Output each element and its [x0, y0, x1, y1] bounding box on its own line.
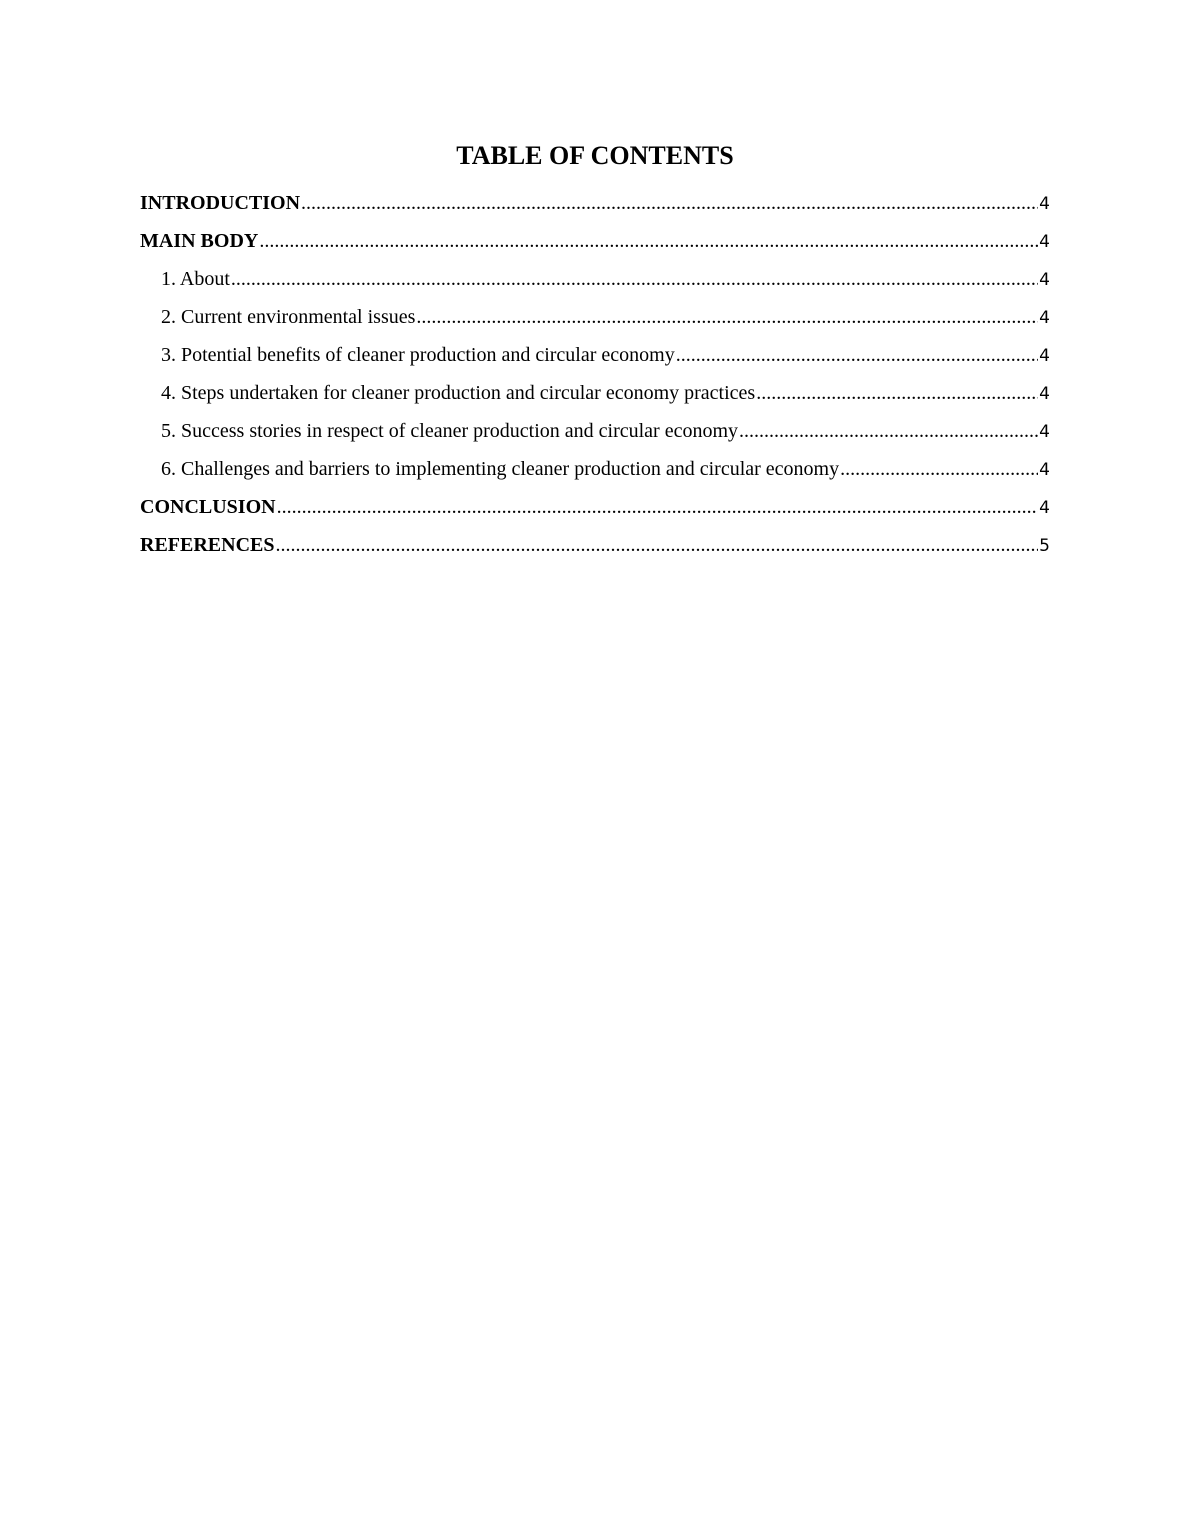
toc-page-number: 4	[1039, 498, 1050, 518]
toc-entry-label: 1. About	[161, 268, 230, 290]
toc-entry-success-stories[interactable]	[140, 413, 1050, 451]
toc-entry-challenges-and-barriers[interactable]	[140, 451, 1050, 489]
toc-entry-about[interactable]	[140, 261, 1050, 299]
toc-entry-label: 5. Success stories in respect of cleaner production and circular economy	[161, 420, 739, 442]
toc-dot-leader	[301, 185, 1038, 221]
toc-page-number: 4	[1039, 194, 1050, 214]
toc-entry-label: 3. Potential benefits of cleaner production and circular economy	[161, 344, 675, 366]
toc-entry-label: REFERENCES	[140, 534, 275, 556]
toc-page-number: 4	[1039, 346, 1050, 366]
toc-page-number: 4	[1039, 232, 1050, 252]
toc-dot-leader	[277, 489, 1039, 525]
toc-page-number: 4	[1039, 384, 1050, 404]
toc-dot-leader	[275, 527, 1038, 563]
toc-dot-leader	[676, 337, 1038, 373]
toc-page-number: 4	[1039, 422, 1050, 442]
toc-dot-leader	[259, 223, 1038, 259]
toc-page-number: 5	[1039, 536, 1050, 556]
toc-entry-label: 2. Current environmental issues	[161, 306, 416, 328]
toc-entry-label: CONCLUSION	[140, 496, 276, 518]
toc-entry-potential-benefits[interactable]	[140, 337, 1050, 375]
toc-dot-leader	[739, 413, 1038, 449]
toc-dot-leader	[840, 451, 1038, 487]
toc-entry-steps-undertaken[interactable]	[140, 375, 1050, 413]
toc-entry-introduction[interactable]	[140, 185, 1050, 223]
toc-entry-label: INTRODUCTION	[140, 192, 301, 214]
toc-entry-label: 4. Steps undertaken for cleaner production and circular economy practices	[161, 382, 756, 404]
toc-dot-leader	[416, 299, 1038, 335]
toc-entry-label: MAIN BODY	[140, 230, 259, 252]
toc-title: TABLE OF CONTENTS	[456, 141, 734, 170]
toc-page-number: 4	[1039, 460, 1050, 480]
toc-dot-leader	[231, 261, 1038, 297]
toc-entry-conclusion[interactable]	[140, 489, 1050, 527]
toc-entry-current-environmental-issues[interactable]	[140, 299, 1050, 337]
toc-entry-label: 6. Challenges and barriers to implementing cleaner production and circular economy	[161, 458, 840, 480]
toc-entry-main-body[interactable]	[140, 223, 1050, 261]
toc-list	[140, 185, 1050, 565]
toc-entry-references[interactable]	[140, 527, 1050, 565]
toc-page-number: 4	[1039, 308, 1050, 328]
toc-page-number: 4	[1039, 270, 1050, 290]
toc-dot-leader	[756, 375, 1038, 411]
